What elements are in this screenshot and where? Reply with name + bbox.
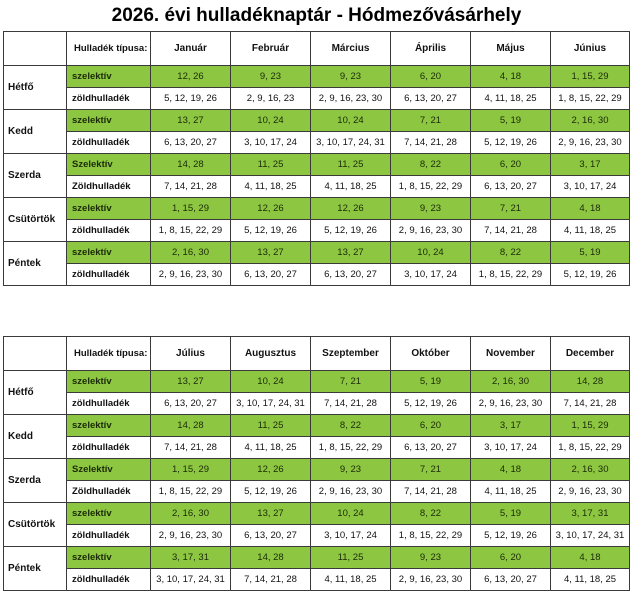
collection-dates-cell: 4, 18 — [551, 547, 630, 569]
collection-dates-cell: 12, 26 — [231, 459, 311, 481]
selective-row — [4, 66, 630, 88]
collection-dates-cell: 2, 9, 16, 23, 30 — [391, 220, 471, 242]
green-waste-row — [4, 132, 630, 154]
collection-dates-cell: 9, 23 — [391, 547, 471, 569]
collection-dates-cell: 3, 17, 31 — [551, 503, 630, 525]
collection-dates-cell: 14, 28 — [231, 547, 311, 569]
selective-row — [4, 415, 630, 437]
collection-dates-cell: 5, 19 — [471, 503, 551, 525]
collection-dates-cell: 2, 9, 16, 23, 30 — [311, 481, 391, 503]
collection-dates-cell: 3, 10, 17, 24, 31 — [311, 132, 391, 154]
day-label: Péntek — [4, 242, 67, 286]
collection-dates-cell: 6, 13, 20, 27 — [231, 525, 311, 547]
collection-dates-cell: 5, 12, 19, 26 — [471, 132, 551, 154]
collection-dates-cell: 7, 14, 21, 28 — [311, 393, 391, 415]
waste-type-label: zöldhulladék — [67, 437, 151, 459]
collection-dates-cell: 1, 8, 15, 22, 29 — [391, 176, 471, 198]
month-header: Február — [231, 32, 311, 66]
waste-type-label: szelektív — [67, 415, 151, 437]
collection-dates-cell: 10, 24 — [231, 110, 311, 132]
collection-dates-cell: 3, 10, 17, 24, 31 — [151, 569, 231, 591]
day-label: Hétfő — [4, 371, 67, 415]
waste-type-label: szelektív — [67, 371, 151, 393]
collection-dates-cell: 8, 22 — [391, 154, 471, 176]
collection-dates-cell: 6, 13, 20, 27 — [471, 176, 551, 198]
month-header: Július — [151, 337, 231, 371]
waste-type-label: zöldhulladék — [67, 569, 151, 591]
waste-type-label: szelektív — [67, 242, 151, 264]
collection-dates-cell: 4, 11, 18, 25 — [311, 569, 391, 591]
collection-dates-cell: 7, 21 — [311, 371, 391, 393]
collection-dates-cell: 13, 27 — [151, 110, 231, 132]
waste-type-label: Zöldhulladék — [67, 176, 151, 198]
green-waste-row — [4, 88, 630, 110]
collection-dates-cell: 1, 8, 15, 22, 29 — [551, 88, 630, 110]
collection-dates-cell: 9, 23 — [311, 66, 391, 88]
day-label: Kedd — [4, 415, 67, 459]
corner-cell — [4, 32, 67, 66]
green-waste-row — [4, 176, 630, 198]
day-label: Szerda — [4, 459, 67, 503]
collection-dates-cell: 12, 26 — [311, 198, 391, 220]
collection-dates-cell: 2, 16, 30 — [151, 242, 231, 264]
collection-dates-cell: 12, 26 — [231, 198, 311, 220]
collection-dates-cell: 5, 12, 19, 26 — [471, 525, 551, 547]
selective-row — [4, 371, 630, 393]
collection-dates-cell: 5, 19 — [471, 110, 551, 132]
waste-type-label: zöldhulladék — [67, 264, 151, 286]
collection-dates-cell: 3, 10, 17, 24 — [311, 525, 391, 547]
collection-dates-cell: 3, 17 — [551, 154, 630, 176]
waste-type-label: szelektív — [67, 198, 151, 220]
collection-dates-cell: 4, 18 — [471, 459, 551, 481]
calendar-table-jan-jun — [3, 31, 630, 286]
collection-dates-cell: 2, 9, 16, 23, 30 — [151, 525, 231, 547]
collection-dates-cell: 4, 11, 18, 25 — [551, 569, 630, 591]
collection-dates-cell: 10, 24 — [311, 110, 391, 132]
waste-type-label: zöldhulladék — [67, 525, 151, 547]
day-label: Péntek — [4, 547, 67, 591]
collection-dates-cell: 2, 16, 30 — [551, 110, 630, 132]
collection-dates-cell: 4, 18 — [551, 198, 630, 220]
selective-row — [4, 198, 630, 220]
collection-dates-cell: 2, 9, 16, 23, 30 — [151, 264, 231, 286]
collection-dates-cell: 2, 16, 30 — [551, 459, 630, 481]
waste-type-label: Zöldhulladék — [67, 481, 151, 503]
waste-type-header: Hulladék típusa: — [67, 337, 151, 371]
selective-row — [4, 110, 630, 132]
collection-dates-cell: 1, 8, 15, 22, 29 — [311, 437, 391, 459]
month-header: Április — [391, 32, 471, 66]
header-row — [4, 32, 630, 66]
green-waste-row — [4, 264, 630, 286]
collection-dates-cell: 6, 13, 20, 27 — [391, 437, 471, 459]
green-waste-row — [4, 569, 630, 591]
calendar-table-jul-dec — [3, 336, 630, 591]
collection-dates-cell: 6, 13, 20, 27 — [151, 132, 231, 154]
waste-type-label: Szelektív — [67, 459, 151, 481]
collection-dates-cell: 7, 21 — [471, 198, 551, 220]
collection-dates-cell: 3, 10, 17, 24, 31 — [551, 525, 630, 547]
collection-dates-cell: 7, 21 — [391, 459, 471, 481]
collection-dates-cell: 3, 17, 31 — [151, 547, 231, 569]
collection-dates-cell: 11, 25 — [311, 154, 391, 176]
collection-dates-cell: 2, 9, 16, 23, 30 — [311, 88, 391, 110]
collection-dates-cell: 11, 25 — [311, 547, 391, 569]
selective-row — [4, 503, 630, 525]
collection-dates-cell: 6, 13, 20, 27 — [231, 264, 311, 286]
collection-dates-cell: 3, 10, 17, 24 — [551, 176, 630, 198]
collection-dates-cell: 3, 17 — [471, 415, 551, 437]
green-waste-row — [4, 393, 630, 415]
collection-dates-cell: 13, 27 — [311, 242, 391, 264]
collection-dates-cell: 1, 8, 15, 22, 29 — [391, 525, 471, 547]
selective-row — [4, 459, 630, 481]
collection-dates-cell: 2, 9, 16, 23, 30 — [391, 569, 471, 591]
green-waste-row — [4, 481, 630, 503]
collection-dates-cell: 6, 13, 20, 27 — [151, 393, 231, 415]
collection-dates-cell: 4, 11, 18, 25 — [471, 481, 551, 503]
collection-dates-cell: 5, 12, 19, 26 — [231, 220, 311, 242]
collection-dates-cell: 7, 14, 21, 28 — [471, 220, 551, 242]
collection-dates-cell: 6, 13, 20, 27 — [391, 88, 471, 110]
green-waste-row — [4, 220, 630, 242]
collection-dates-cell: 8, 22 — [471, 242, 551, 264]
collection-dates-cell: 2, 16, 30 — [151, 503, 231, 525]
collection-dates-cell: 3, 10, 17, 24 — [471, 437, 551, 459]
collection-dates-cell: 7, 14, 21, 28 — [231, 569, 311, 591]
collection-dates-cell: 5, 12, 19, 26 — [231, 481, 311, 503]
collection-dates-cell: 4, 11, 18, 25 — [231, 176, 311, 198]
day-label: Hétfő — [4, 66, 67, 110]
collection-dates-cell: 9, 23 — [231, 66, 311, 88]
collection-dates-cell: 6, 13, 20, 27 — [311, 264, 391, 286]
collection-dates-cell: 7, 14, 21, 28 — [151, 437, 231, 459]
month-header: December — [551, 337, 630, 371]
collection-dates-cell: 13, 27 — [151, 371, 231, 393]
collection-dates-cell: 1, 15, 29 — [551, 415, 630, 437]
collection-dates-cell: 7, 14, 21, 28 — [391, 132, 471, 154]
collection-dates-cell: 4, 11, 18, 25 — [471, 88, 551, 110]
collection-dates-cell: 10, 24 — [391, 242, 471, 264]
collection-dates-cell: 2, 16, 30 — [471, 371, 551, 393]
collection-dates-cell: 1, 15, 29 — [151, 459, 231, 481]
collection-dates-cell: 6, 20 — [471, 154, 551, 176]
month-header: Március — [311, 32, 391, 66]
waste-type-label: szelektív — [67, 66, 151, 88]
collection-dates-cell: 6, 20 — [391, 66, 471, 88]
waste-type-label: szelektív — [67, 547, 151, 569]
month-header: Augusztus — [231, 337, 311, 371]
collection-dates-cell: 1, 15, 29 — [151, 198, 231, 220]
day-label: Csütörtök — [4, 503, 67, 547]
collection-dates-cell: 10, 24 — [231, 371, 311, 393]
collection-dates-cell: 3, 10, 17, 24 — [231, 132, 311, 154]
collection-dates-cell: 8, 22 — [391, 503, 471, 525]
collection-dates-cell: 13, 27 — [231, 242, 311, 264]
green-waste-row — [4, 437, 630, 459]
waste-type-label: szelektív — [67, 110, 151, 132]
collection-dates-cell: 3, 10, 17, 24, 31 — [231, 393, 311, 415]
collection-dates-cell: 8, 22 — [311, 415, 391, 437]
month-header: November — [471, 337, 551, 371]
waste-type-label: Szelektív — [67, 154, 151, 176]
month-header: Május — [471, 32, 551, 66]
month-header: Június — [551, 32, 630, 66]
collection-dates-cell: 14, 28 — [151, 415, 231, 437]
collection-dates-cell: 1, 8, 15, 22, 29 — [471, 264, 551, 286]
waste-type-label: zöldhulladék — [67, 88, 151, 110]
collection-dates-cell: 6, 13, 20, 27 — [471, 569, 551, 591]
collection-dates-cell: 4, 11, 18, 25 — [551, 220, 630, 242]
collection-dates-cell: 14, 28 — [551, 371, 630, 393]
waste-type-header: Hulladék típusa: — [67, 32, 151, 66]
collection-dates-cell: 11, 25 — [231, 154, 311, 176]
collection-dates-cell: 5, 12, 19, 26 — [311, 220, 391, 242]
collection-dates-cell: 6, 20 — [391, 415, 471, 437]
collection-dates-cell: 11, 25 — [231, 415, 311, 437]
collection-dates-cell: 1, 8, 15, 22, 29 — [151, 220, 231, 242]
collection-dates-cell: 5, 19 — [551, 242, 630, 264]
collection-dates-cell: 2, 9, 16, 23, 30 — [551, 481, 630, 503]
waste-type-label: zöldhulladék — [67, 132, 151, 154]
selective-row — [4, 154, 630, 176]
green-waste-row — [4, 525, 630, 547]
day-label: Szerda — [4, 154, 67, 198]
collection-dates-cell: 14, 28 — [151, 154, 231, 176]
collection-dates-cell: 6, 20 — [471, 547, 551, 569]
collection-dates-cell: 7, 14, 21, 28 — [391, 481, 471, 503]
month-header: Január — [151, 32, 231, 66]
collection-dates-cell: 9, 23 — [311, 459, 391, 481]
collection-dates-cell: 5, 12, 19, 26 — [391, 393, 471, 415]
selective-row — [4, 547, 630, 569]
collection-dates-cell: 2, 9, 16, 23 — [231, 88, 311, 110]
day-label: Csütörtök — [4, 198, 67, 242]
collection-dates-cell: 5, 12, 19, 26 — [151, 88, 231, 110]
corner-cell — [4, 337, 67, 371]
collection-dates-cell: 1, 8, 15, 22, 29 — [551, 437, 630, 459]
collection-dates-cell: 7, 14, 21, 28 — [551, 393, 630, 415]
month-header: Október — [391, 337, 471, 371]
collection-dates-cell: 2, 9, 16, 23, 30 — [471, 393, 551, 415]
collection-dates-cell: 4, 11, 18, 25 — [311, 176, 391, 198]
selective-row — [4, 242, 630, 264]
waste-type-label: zöldhulladék — [67, 220, 151, 242]
day-label: Kedd — [4, 110, 67, 154]
collection-dates-cell: 4, 18 — [471, 66, 551, 88]
collection-dates-cell: 12, 26 — [151, 66, 231, 88]
collection-dates-cell: 4, 11, 18, 25 — [231, 437, 311, 459]
collection-dates-cell: 9, 23 — [391, 198, 471, 220]
collection-dates-cell: 1, 8, 15, 22, 29 — [151, 481, 231, 503]
collection-dates-cell: 10, 24 — [311, 503, 391, 525]
month-header: Szeptember — [311, 337, 391, 371]
waste-type-label: szelektív — [67, 503, 151, 525]
collection-dates-cell: 1, 15, 29 — [551, 66, 630, 88]
collection-dates-cell: 7, 21 — [391, 110, 471, 132]
collection-dates-cell: 2, 9, 16, 23, 30 — [551, 132, 630, 154]
page-title: 2026. évi hulladéknaptár - Hódmezővásárhely — [111, 5, 522, 26]
collection-dates-cell: 5, 12, 19, 26 — [551, 264, 630, 286]
collection-dates-cell: 5, 19 — [391, 371, 471, 393]
collection-dates-cell: 7, 14, 21, 28 — [151, 176, 231, 198]
collection-dates-cell: 13, 27 — [231, 503, 311, 525]
header-row — [4, 337, 630, 371]
waste-type-label: zöldhulladék — [67, 393, 151, 415]
collection-dates-cell: 3, 10, 17, 24 — [391, 264, 471, 286]
